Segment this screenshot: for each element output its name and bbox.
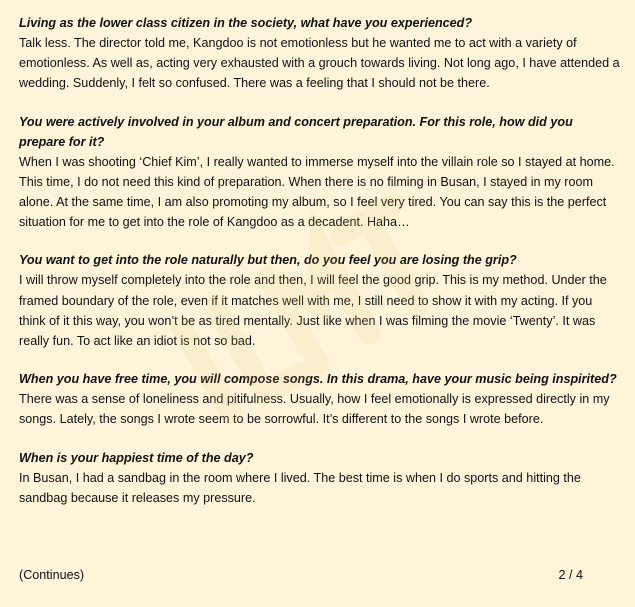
answer-2: When I was shooting ‘Chief Kim’, I really wanted to immerse myself into the villain role so I stayed at home. This time, I do not need this kind of preparation. When there is no filming in Busan, I stayed in my room alone. At the same time, I am also promoting my album, so I feel very tired. You can say this is the perfect situation for me to get into the role of Kangdoo as a decadent. Haha… — [19, 154, 615, 230]
question-3: You want to get into the role naturally but then, do you feel you are losing the grip? — [19, 253, 517, 268]
question-2: You were actively involved in your album and concert preparation. For this role, how did you prepare for it? — [19, 114, 573, 149]
answer-1: Talk less. The director told me, Kangdoo is not emotionless but he wanted me to act with a variety of emotionless. As well as, acting very exhausted with a grouch towards living. Not long ago, I have attended a wedding. Suddenly, I felt so confused. There was a feeling that I should not be there. — [19, 36, 620, 91]
qa-block-4 — [19, 369, 621, 429]
question-1: Living as the lower class citizen in the society, what have you experienced? — [19, 16, 473, 30]
qa-block-1 — [19, 13, 621, 94]
answer-4: There was a sense of loneliness and pitifulness. Usually, how I feel emotionally is expressed directly in my songs. Lately, the songs I wrote seem to be sorrowful. It’s different to the songs I wrote before. — [19, 392, 610, 427]
question-4: When you have free time, you will compose songs. In this drama, have your music being inspirited? — [19, 372, 617, 387]
question-5: When is your happiest time of the day? — [19, 450, 254, 465]
qa-block-5 — [19, 448, 621, 508]
page-number: 2 / 4 — [558, 568, 583, 582]
page-footer — [19, 566, 583, 584]
continues-label: (Continues) — [19, 568, 85, 582]
qa-block-2 — [19, 112, 621, 233]
answer-3: I will throw myself completely into the role and then, I will feel the good grip. This is my method. Under the framed boundary of the role, even if it matches well with me, I still need to show it with my acting. If you think of it this way, you won’t be as tired mentally. Just like when I was filming the movie ‘Twenty’. It was really fun. To act like an idiot is not so bad. — [19, 273, 607, 349]
qa-block-3 — [19, 250, 621, 351]
answer-5: In Busan, I had a sandbag in the room where I lived. The best time is when I do sports and hitting the sandbag because it releases my pressure. — [19, 470, 581, 505]
